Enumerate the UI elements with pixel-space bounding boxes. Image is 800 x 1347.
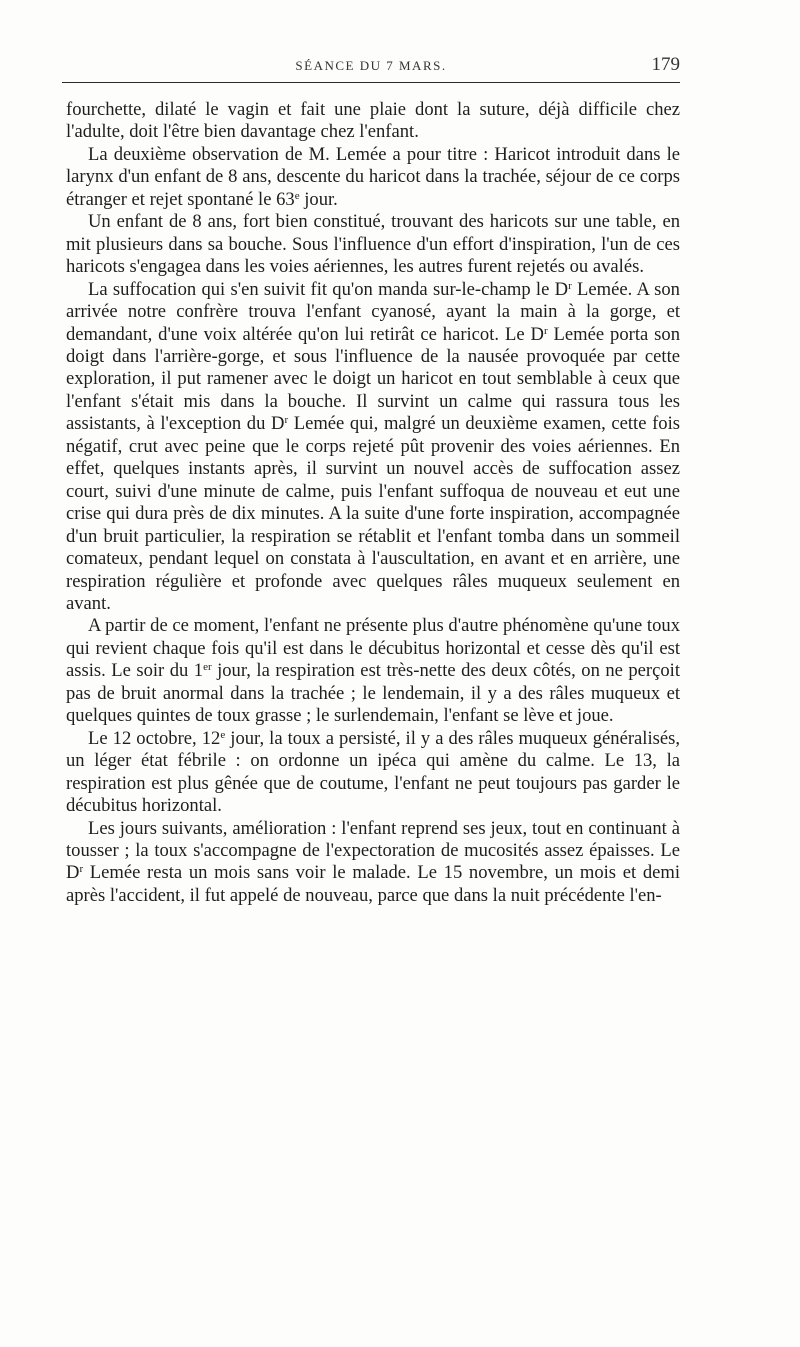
- superscript: r: [284, 414, 289, 427]
- superscript: e: [220, 728, 226, 741]
- paragraph-continuation: fourchette, dilaté le vagin et fait une plaie dont la suture, déjà difficile chez l'adulte, doit l'être bien davantage chez l'enfant.: [66, 99, 680, 143]
- body-text: [66, 99, 680, 907]
- superscript: r: [568, 279, 572, 292]
- paragraph-observation-title: La deuxième observation de M. Lemée a pour titre : Haricot introduit dans le larynx d'un enfant de 8 ans, descente du haricot dans la trachée, séjour de ce corps étranger et rejet spontané le 63e jour.: [66, 143, 680, 210]
- paragraph-case-intro: Un enfant de 8 ans, fort bien constitué, trouvant des haricots sur une table, en mit plusieurs dans sa bouche. Sous l'influence d'un effort d'inspiration, l'un de ces haricots s'engagea dans les voies aériennes, les autres furent rejetés ou avalés.: [66, 211, 680, 278]
- page-number: 179: [651, 54, 680, 75]
- paragraph-following-days: Les jours suivants, amélioration : l'enfant reprend ses jeux, tout en continuant à tousser ; la toux s'accompagne de l'expectoration de mucosités assez épaisses. Le $D^r$ Lemée resta un mois sans voir le malade. Le 15 novembre, un mois et demi après l'accident, il fut appelé de nouveau, parce que dans la nuit précédente l'en-: [66, 817, 680, 906]
- running-title: SÉANCE DU 7 MARS.: [295, 58, 447, 73]
- paragraph-suffocation: La suffocation qui s'en suivit fit qu'on manda sur-le-champ le $D^r$ Lemée. A son arrivée notre confrère trouva l'enfant cyanosé, ayant la main à la gorge, et demandant, d'une voix altérée qu'on lui retirât ce haricot. Le $D^r$ Lemée porta son doigt dans l'arrière-gorge, et sous l'influence de la nausée provoquée par cette exploration, il put ramener avec le doigt un haricot en tout semblable à ceux que l'enfant s'était mis dans la bouche. Il survint un calme qui rassura tous les assistants, à l'exception du $D^r$ Lemée qui, malgré un deuxième examen, cette fois négatif, crut avec peine que le corps rejeté pût provenir des voies aériennes. En effet, quelques instants après, il survint un nouvel accès de suffocation assez court, suivi d'une minute de calme, puis l'enfant suffoqua de nouveau et eut une crise qui dura près de dix minutes. A la suite d'une forte inspiration, accompagnée d'un bruit particulier, la respiration se rétablit et l'enfant tomba dans un sommeil comateux, pendant lequel on constata à l'auscultation, en avant et en arrière, une respiration régulière et profonde avec quelques râles muqueux seulement en avant.: [66, 278, 680, 614]
- superscript: er: [203, 661, 212, 674]
- paragraph-after-moment: A partir de ce moment, l'enfant ne présente plus d'autre phénomène qu'une toux qui revient chaque fois qu'il est dans le décubitus horizontal et cesse dès qu'il est assis. Le soir du 1er jour, la respiration est très-nette des deux côtés, on ne perçoit pas de bruit anormal dans la trachée ; le lendemain, il y a des râles muqueux et quelques quintes de toux grasse ; le surlendemain, l'enfant se lève et joue.: [66, 615, 681, 727]
- running-head: [62, 52, 680, 83]
- superscript: r: [543, 324, 548, 337]
- superscript: e: [294, 189, 300, 202]
- superscript: r: [79, 863, 84, 876]
- paragraph-october-12: Le 12 octobre, 12e jour, la toux a persisté, il y a des râles muqueux généralisés, un léger état fébrile : on ordonne un ipéca qui amène du calme. Le 13, la respiration est plus gênée que de coutume, l'enfant ne peut toujours pas garder le décubitus horizontal.: [66, 727, 680, 817]
